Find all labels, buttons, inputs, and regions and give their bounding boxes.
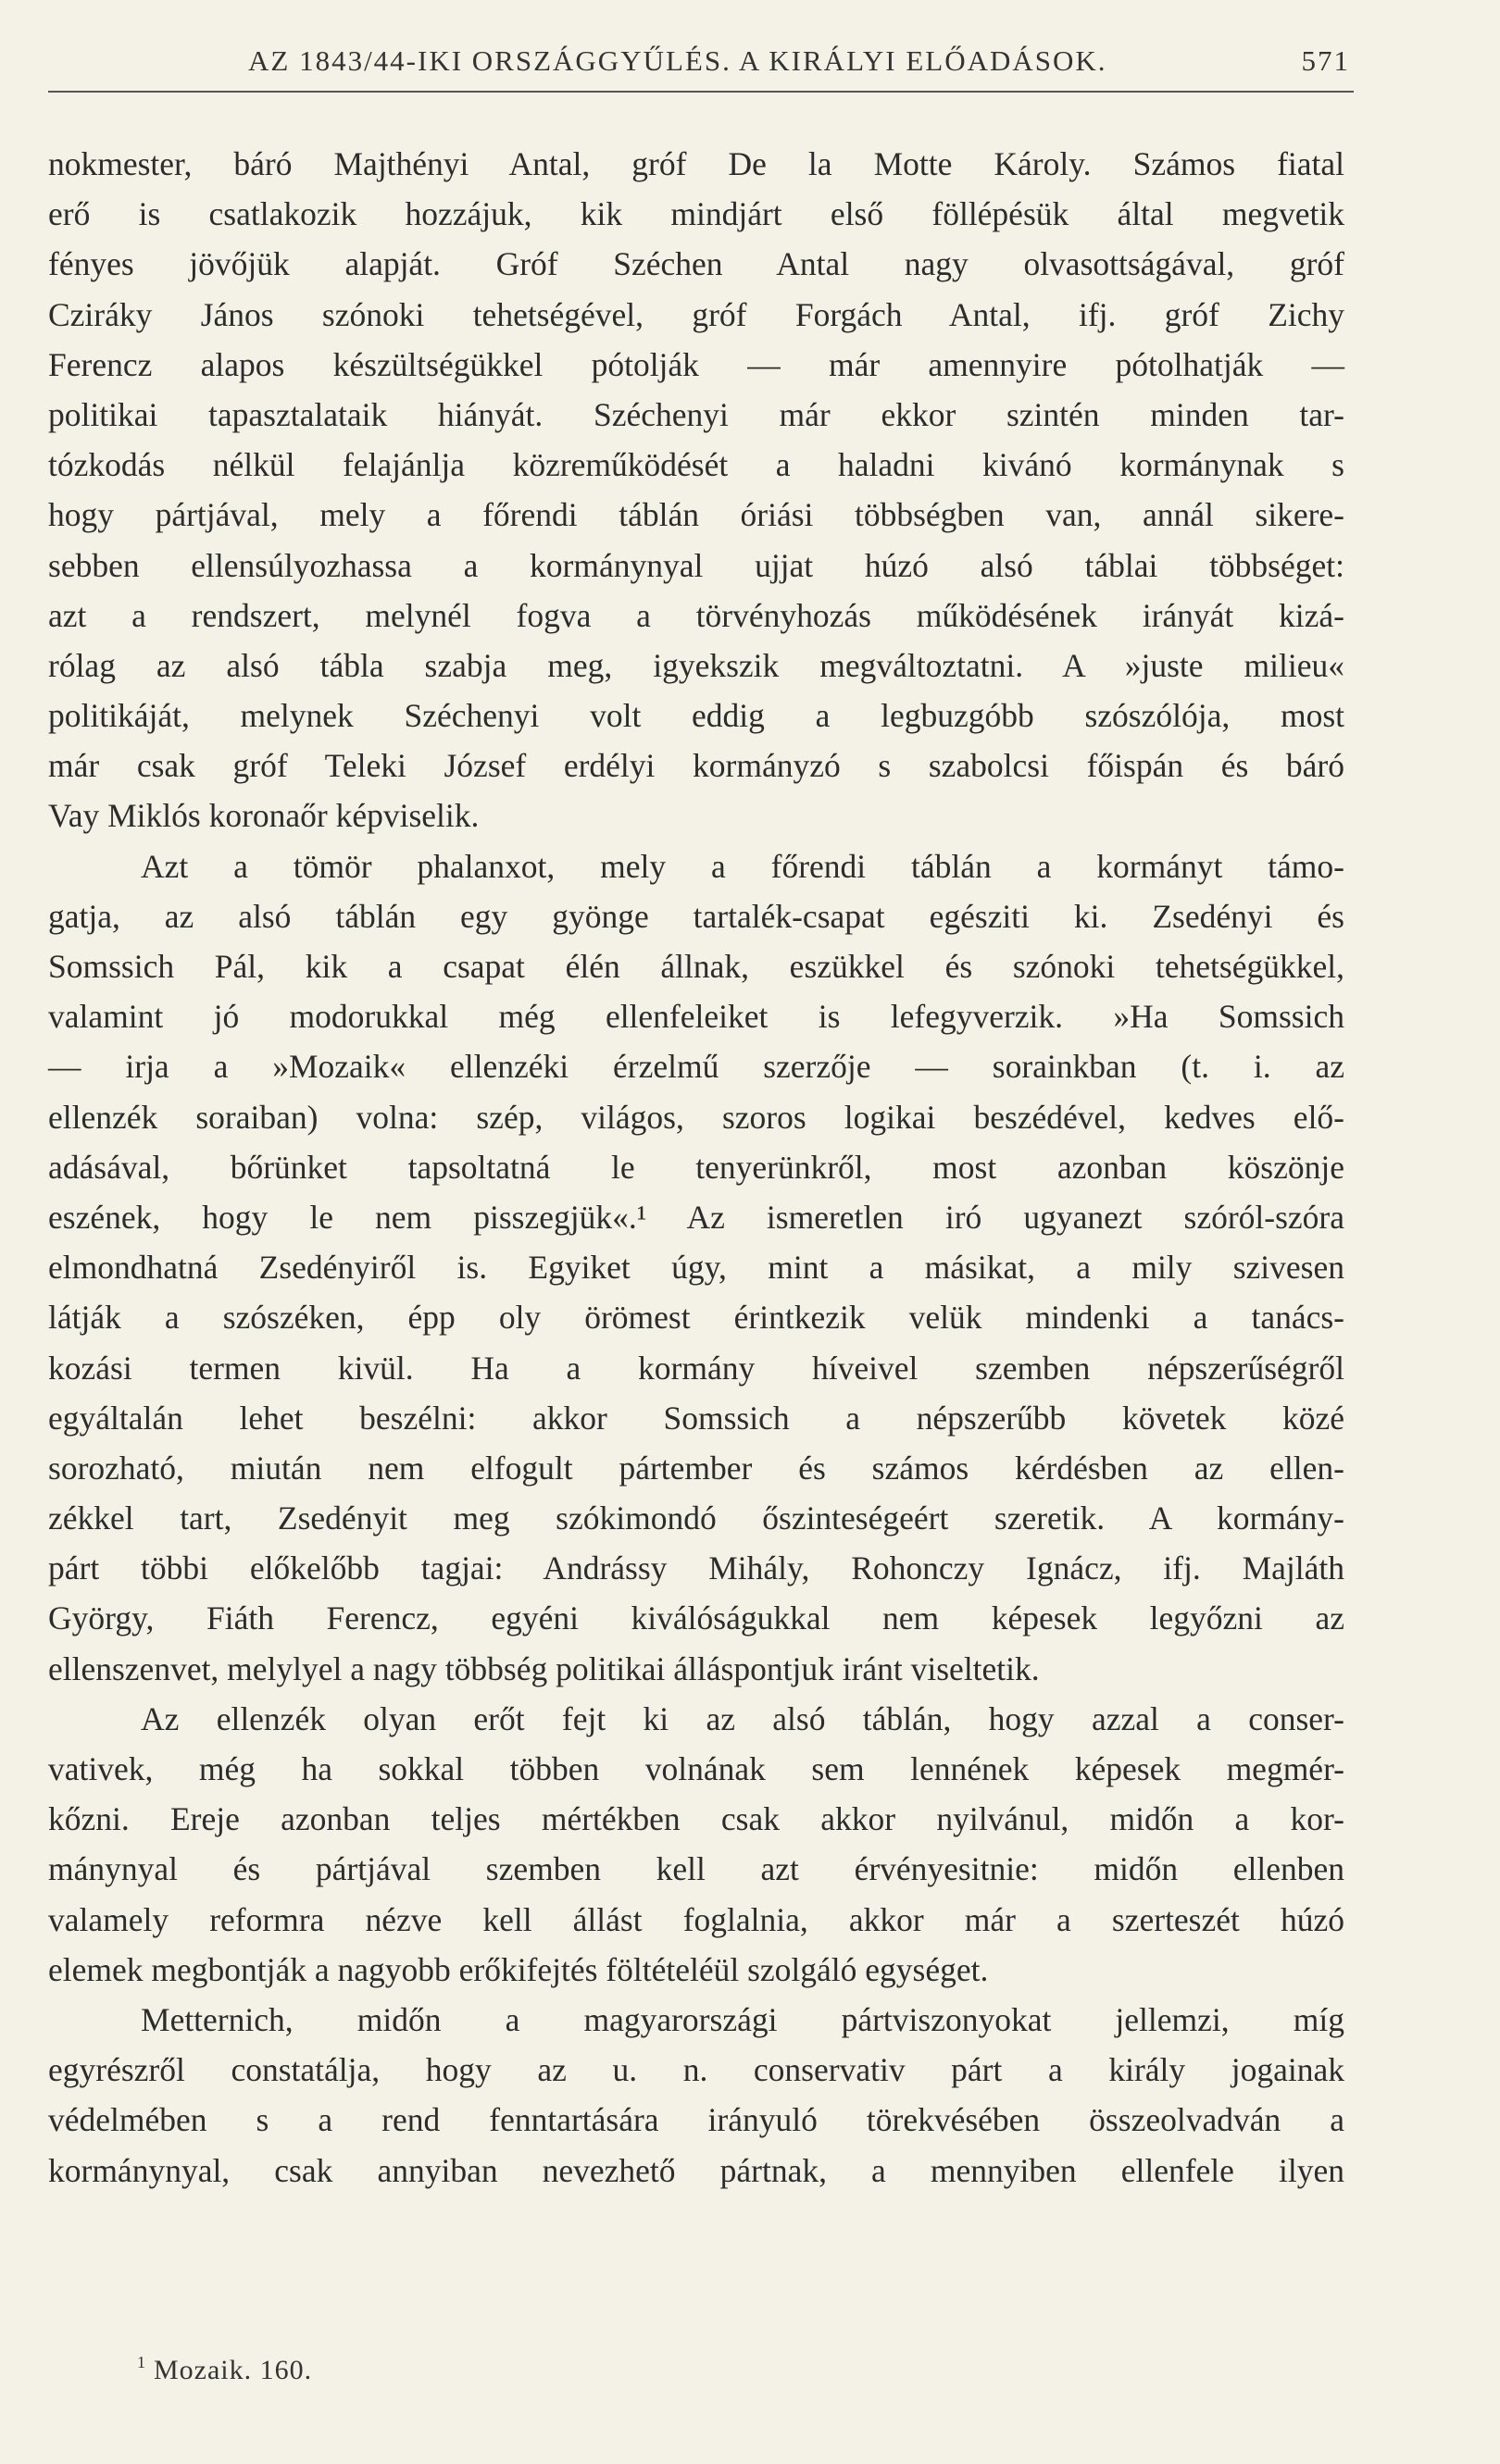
text-line: vativek, még ha sokkal többen volnának sem lennének képesek megmér-	[48, 1750, 1344, 1787]
text-line: Azt a tömör phalanxot, mely a főrendi táblán a kormányt támo-	[141, 847, 1344, 885]
text-line: Somssich Pál, kik a csapat élén állnak, eszükkel és szónoki tehetségükkel,	[48, 948, 1344, 985]
text-line: Ferencz alapos készültségükkel pótolják — már amennyire pótolhatják —	[48, 345, 1344, 383]
running-head	[248, 44, 1350, 87]
text-line: valamely reformra nézve kell állást foglalnia, akkor már a szerteszét húzó	[48, 1900, 1344, 1938]
text-line: kőzni. Ereje azonban teljes mértékben csak akkor nyilvánul, midőn a kor-	[48, 1800, 1344, 1838]
footnote-marker: 1	[137, 2353, 146, 2371]
text-line: azt a rendszert, melynél fogva a törvényhozás működésének irányát kizá-	[48, 596, 1344, 634]
text-line: Metternich, midőn a magyarországi pártviszonyokat jellemzi, míg	[141, 2000, 1344, 2038]
text-line: már csak gróf Teleki József erdélyi kormányzó s szabolcsi főispán és báró	[48, 747, 1344, 785]
text-line: valamint jó modorukkal még ellenfeleiket is lefegyverzik. »Ha Somssich	[48, 998, 1344, 1036]
text-line: látják a szószéken, épp oly örömest érintkezik velük mindenki a tanács-	[48, 1299, 1344, 1337]
footnote-text: Mozaik. 160.	[154, 2355, 313, 2385]
paragraph	[48, 1694, 1344, 1995]
text-line: György, Fiáth Ferencz, egyéni kiválóságukkal nem képesek legyőzni az	[48, 1599, 1344, 1637]
text-line: — irja a »Mozaik« ellenzéki érzelmű szerzője — sorainkban (t. i. az	[48, 1048, 1344, 1086]
text-line: eszének, hogy le nem pisszegjük«.¹ Az ismeretlen iró ugyanezt szóról-szóra	[48, 1198, 1344, 1236]
footnote	[137, 2353, 312, 2386]
paragraph	[48, 139, 1344, 841]
text-line: nokmester, báró Majthényi Antal, gróf De la Motte Károly. Számos fiatal	[48, 145, 1344, 182]
text-line: kormánynyal, csak annyiban nevezhető pártnak, a mennyiben ellenfele ilyen	[48, 2151, 1344, 2189]
text-line: tózkodás nélkül felajánlja közreműködését a haladni kivánó kormánynak s	[48, 446, 1344, 484]
text-line: gatja, az alsó táblán egy gyönge tartalék-csapat egésziti ki. Zsedényi és	[48, 897, 1344, 935]
text-line: Cziráky János szónoki tehetségével, gróf Forgách Antal, ifj. gróf Zichy	[48, 295, 1344, 333]
text-line: ellenzék soraiban) volna: szép, világos, szoros logikai beszédével, kedves elő-	[48, 1098, 1344, 1136]
text-line: adásával, bőrünket tapsoltatná le tenyerünkről, most azonban köszönje	[48, 1148, 1344, 1186]
text-line: egyrészről constatálja, hogy az u. n. conservativ párt a király jogainak	[48, 2051, 1344, 2089]
body-text	[48, 139, 1344, 2196]
text-line: politikáját, melynek Széchenyi volt eddig a legbuzgóbb szószólója, most	[48, 697, 1344, 735]
text-line: védelmében s a rend fenntartására irányuló törekvésében összeolvadván a	[48, 2101, 1344, 2139]
text-line: Az ellenzék olyan erőt fejt ki az alsó táblán, hogy azzal a conser-	[141, 1699, 1344, 1737]
text-line: párt többi előkelőbb tagjai: Andrássy Mihály, Rohonczy Ignácz, ifj. Majláth	[48, 1549, 1344, 1587]
text-line: erő is csatlakozik hozzájuk, kik mindjárt első föllépésük által megvetik	[48, 195, 1344, 233]
running-title: AZ 1843/44-IKI ORSZÁGGYŰLÉS. A KIRÁLYI ELŐADÁSOK.	[248, 44, 1107, 77]
text-line: politikai tapasztalataik hiányát. Széchenyi már ekkor szintén minden tar-	[48, 395, 1344, 433]
text-line: zékkel tart, Zsedényit meg szókimondó őszinteségeért szeretik. A kormány-	[48, 1500, 1344, 1537]
text-line: hogy pártjával, mely a főrendi táblán óriási többségben van, annál sikere-	[48, 496, 1344, 534]
header-rule	[48, 91, 1354, 93]
text-line: ellenszenvet, melylyel a nagy többség politikai álláspontjuk iránt viseltetik.	[48, 1649, 1040, 1687]
text-line: mánynyal és pártjával szemben kell azt érvényesitnie: midőn ellenben	[48, 1850, 1344, 1888]
paragraph	[48, 841, 1344, 1694]
text-line: elmondhatná Zsedényiről is. Egyiket úgy, mint a másikat, a mily szivesen	[48, 1249, 1344, 1287]
paragraph	[48, 1995, 1344, 2196]
text-line: kozási termen kivül. Ha a kormány híveivel szemben népszerűségről	[48, 1349, 1344, 1387]
text-line: sorozható, miután nem elfogult pártember és számos kérdésben az ellen-	[48, 1449, 1344, 1487]
text-line: egyáltalán lehet beszélni: akkor Somssich a népszerűbb követek közé	[48, 1399, 1344, 1437]
page-number: 571	[1301, 44, 1350, 77]
text-line: elemek megbontják a nagyobb erőkifejtés föltételéül szolgáló egységet.	[48, 1950, 989, 1988]
text-line: rólag az alsó tábla szabja meg, igyekszik megváltoztatni. A »juste milieu«	[48, 646, 1344, 684]
text-line: Vay Miklós koronaőr képviselik.	[48, 797, 480, 835]
text-line: sebben ellensúlyozhassa a kormánynyal ujjat húzó alsó táblai többséget:	[48, 546, 1344, 584]
text-line: fényes jövőjük alapját. Gróf Széchen Antal nagy olvasottságával, gróf	[48, 245, 1344, 283]
